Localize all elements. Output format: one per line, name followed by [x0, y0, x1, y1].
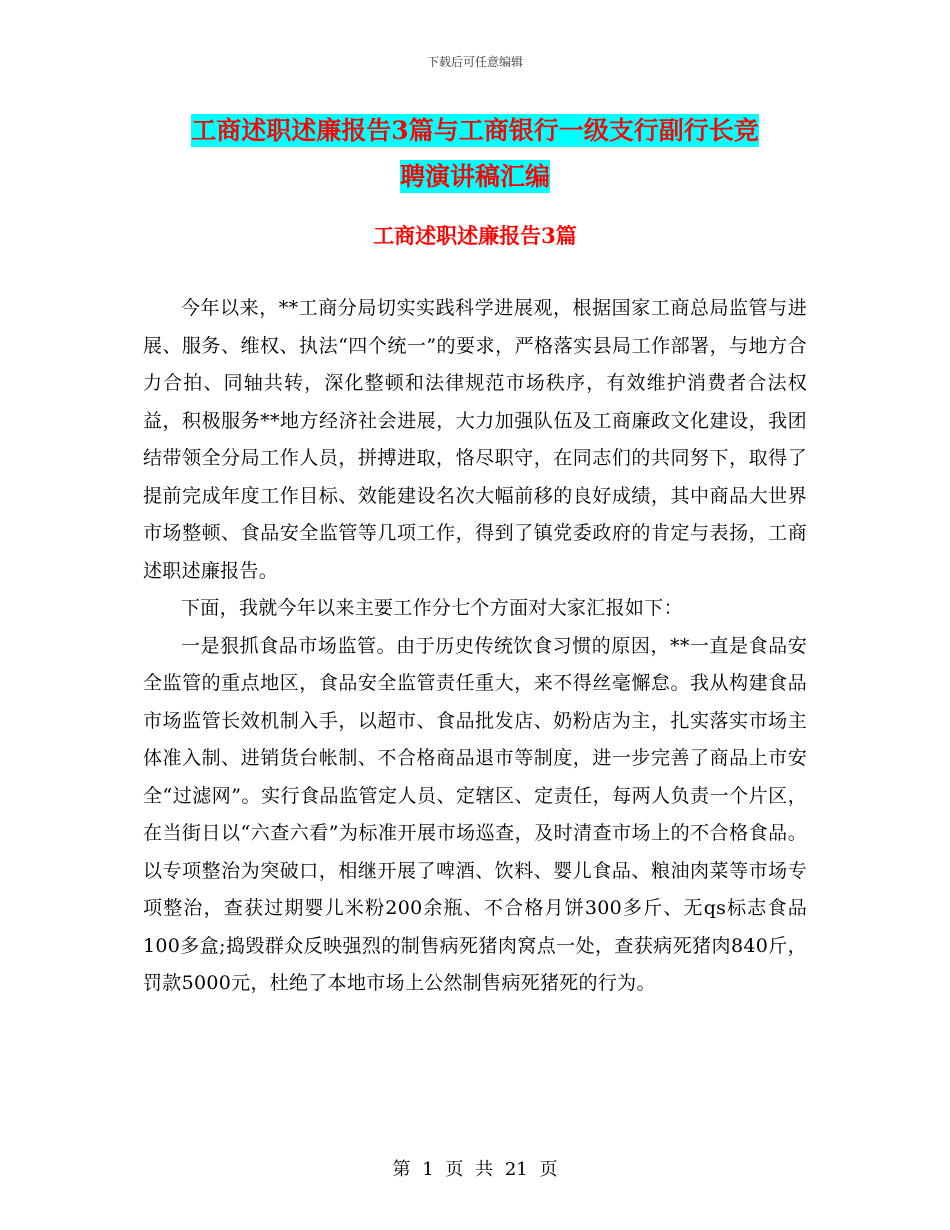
body-text: [143, 290, 807, 1003]
page-footer: 第 1 页 共 21 页: [392, 1159, 558, 1180]
document-title-line-1: 工商述职述廉报告3篇与工商银行一级支行副行长竞: [191, 116, 759, 145]
document-title: [145, 108, 805, 200]
paragraph: 今年以来，**工商分局切实实践科学进展观，根据国家工商总局监管与进展、服务、维权、执法“四个统一”的要求，严格落实县局工作部署，与地方合力合拍、同轴共转，深化整顿和法律规范市场秩序，有效维护消费者合法权益，积极服务**地方经济社会进展，大力加强队伍及工商廉政文化建设，我团结带领全分局工作人员，拼搏进取，恪尽职守，在同志们的共同努下，取得了提前完成年度工作目标、效能建设名次大幅前移的良好成绩，其中商品大世界市场整顿、食品安全监管等几项工作，得到了镇党委政府的肯定与表扬，工商述职述廉报告。: [143, 297, 807, 582]
paragraph: 一是狠抓食品市场监管。由于历史传统饮食习惯的原因，**一直是食品安全监管的重点地区，食品安全监管责任重大，来不得丝毫懈怠。我从构建食品市场监管长效机制入手，以超市、食品批发店、奶粉店为主，扎实落实市场主体准入制、进销货台帐制、不合格商品退市等制度，进一步完善了商品上市安全“过滤网”。实行食品监管定人员、定辖区、定责任，每两人负责一个片区，在当街日以“六查六看”为标准开展市场巡查，及时清查市场上的不合格食品。以专项整治为突破口，相继开展了啤酒、饮料、婴儿食品、粮油肉菜等市场专项整治，查获过期婴儿米粉200余瓶、不合格月饼300多斤、无qs标志食品100多盒;捣毁群众反映强烈的制售病死猪肉窝点一处，查获病死猪肉840斤，罚款5000元，杜绝了本地市场上公然制售病死猪死的行为。: [143, 634, 807, 994]
document-title-line-2: 聘演讲稿汇编: [399, 162, 550, 191]
paragraph: 下面，我就今年以来主要工作分七个方面对大家汇报如下：: [181, 597, 683, 619]
section-title: 工商述职述廉报告3篇: [373, 223, 577, 248]
header-note: 下载后可任意编辑: [426, 55, 523, 69]
